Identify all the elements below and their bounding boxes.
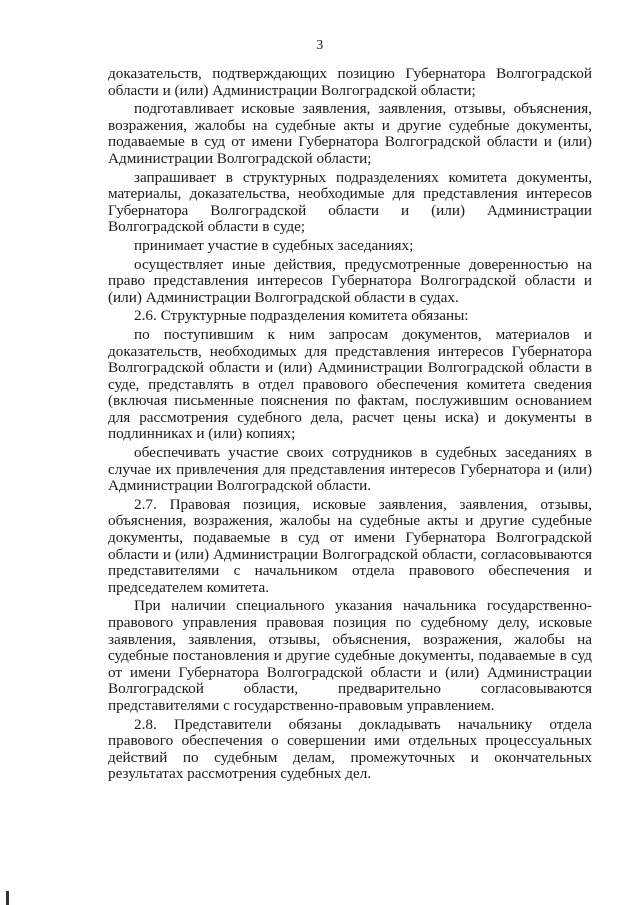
paragraph-prepares-claims: подготавливает исковые заявления, заявления, отзывы, объяснения, возражения, жалобы на судебные акты и другие судебные документы, подаваемые в суд от имени Губернатора Волгоградской области и (или) Администрации Волгоградской области; <box>108 100 592 167</box>
paragraph-section-2-7: 2.7. Правовая позиция, исковые заявления, заявления, отзывы, объяснения, возражения, жалобы на судебные акты и другие судебные документы, подаваемые в суд от имени Губернатора Волгоградской области и (или) Администрации Волгоградской области, согласовываются представителями с начальником отдела правового обеспечения и председателем комитета. <box>108 495 592 596</box>
document-body <box>108 66 592 785</box>
paragraph-requests-documents: запрашивает в структурных подразделениях комитета документы, материалы, доказательства, необходимые для представления интересов Губернатора Волгоградской области и (или) Администрации Волгоградской области в суде; <box>108 168 592 236</box>
paragraph-ensure-participation: обеспечивать участие своих сотрудников в судебных заседаниях в случае их привлечения для представления интересов Губернатора и (или) Администрации Волгоградской области. <box>108 444 592 495</box>
paragraph-continuation: доказательств, подтверждающих позицию Губернатора Волгоградской области и (или) Администрации Волгоградской области; <box>108 65 592 99</box>
paragraph-section-2-6: 2.6. Структурные подразделения комитета обязаны: <box>134 307 469 325</box>
paragraph-section-2-8: 2.8. Представители обязаны докладывать начальнику отдела правового обеспечения о совершении ими отдельных процессуальных действий по судебным делам, промежуточных и окончательных результатах рассмотрения судебных дел. <box>108 715 592 783</box>
paragraph-other-actions: осуществляет иные действия, предусмотренные доверенностью на право представления интересов Губернатора Волгоградской области и (или) Администрации Волгоградской области в судах. <box>108 255 592 306</box>
paragraph-special-instruction: При наличии специального указания начальника государственно-правового управления правовая позиция по судебному делу, исковые заявления, заявления, отзывы, объяснения, возражения, жалобы на судебные постановления и другие судебные документы, подаваемые в суд от имени Губернатора Волгоградской области и (или) Администрации Волгоградской области, предварительно согласовываются представителями с государственно-правовым управлением. <box>108 597 592 714</box>
paragraph-court-sessions: принимает участие в судебных заседаниях; <box>134 236 414 254</box>
page-number: 3 <box>316 38 324 53</box>
paragraph-provide-info: по поступившим к ним запросам документов, материалов и доказательств, необходимых для представления интересов Губернатора Волгоградской области и (или) Администрации Волгоградской области в суде, представлять в отдел правового обеспечения комитета сведения (включая письменные пояснения по фактам, послужившим основанием для рассмотрения судебного дела, расчет цены иска) и документы в подлинниках и (или) копиях; <box>108 325 592 443</box>
scan-margin-mark <box>6 891 9 905</box>
